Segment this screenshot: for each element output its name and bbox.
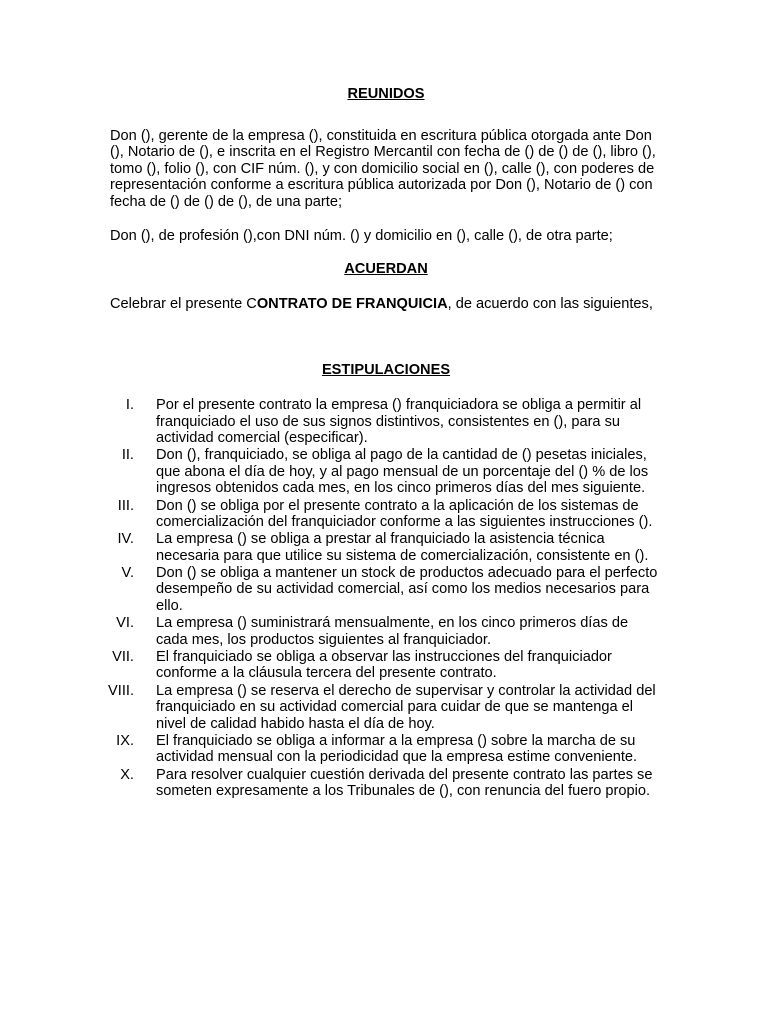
list-numeral: X. [120,766,134,783]
paragraph-second-party: Don (), de profesión (),con DNI núm. () y domicilio en (), calle (), de otra parte; [110,227,613,244]
celebrar-suffix: , de acuerdo con las siguientes, [447,295,653,312]
list-numeral: VII. [112,648,134,665]
list-numeral: VI. [116,615,134,632]
list-numeral: V. [121,564,134,581]
document-body [110,86,662,800]
list-item-text: La empresa () suministrará mensualmente, en los cinco primeros días de cada mes, los productos siguientes al franquiciador. [156,615,629,648]
list-item [110,683,662,733]
list-item [110,565,662,615]
list-item [110,498,662,531]
list-item-text: Por el presente contrato la empresa () franquiciadora se obliga a permitir al franquiciado el uso de sus signos distintivos, consistentes en (), para su actividad comercial (especificar). [156,396,642,447]
contract-title: ONTRATO DE FRANQUICIA [256,295,448,312]
paragraph-first-party: Don (), gerente de la empresa (), constituida en escritura pública otorgada ante Don (), Notario de (), e inscrita en el Registro Mercantil con fecha de () de () de (), libro (), tomo (), folio (), con CIF núm. (), y con domicilio social en (), calle (), con poderes de representación conforme a escritura pública autorizada por Don (), Notario de () con fecha de () de () de (), de una parte; [110,127,656,210]
list-numeral: III. [117,497,134,514]
list-item-text: La empresa () se obliga a prestar al franquiciado la asistencia técnica necesaria para que utilice su sistema de comercialización, consistente en (). [156,531,649,564]
celebrar-prefix: Celebrar el presente C [110,295,257,312]
list-numeral: VIII. [108,682,134,699]
list-item-text: El franquiciado se obliga a informar a la empresa () sobre la marcha de su actividad mensual con la periodicidad que la empresa estime conveniente. [156,732,638,766]
list-item-text: Para resolver cualquier cuestión derivada del presente contrato las partes se someten expresamente a los Tribunales de (), con renuncia del fuero propio. [156,766,653,800]
list-numeral: IX. [116,732,134,749]
list-item-text: Don () se obliga a mantener un stock de productos adecuado para el perfecto desempeño de su actividad comercial, así como los medios necesarios para ello. [156,564,658,615]
heading-reunidos: REUNIDOS [347,86,425,102]
stipulations-list [110,397,662,800]
list-item-text: El franquiciado se obliga a observar las instrucciones del franquiciador conforme a la cláusula tercera del presente contrato. [156,648,612,682]
list-item [110,397,662,447]
list-item [110,733,662,766]
paragraph-celebrar [110,296,662,313]
list-numeral: II. [121,447,134,464]
list-item [110,615,662,648]
heading-estipulaciones: ESTIPULACIONES [321,362,451,379]
list-item [110,531,662,564]
list-item [110,447,662,497]
list-numeral: I. [125,396,134,413]
list-numeral: IV. [117,531,134,548]
heading-acuerdan: ACUERDAN [344,261,428,278]
list-item-text: Don (), franquiciado, se obliga al pago de la cantidad de () pesetas iniciales, que abona el día de hoy, y al pago mensual de un porcentaje del () % de los ingresos obtenidos cada mes, en los cinco primeros días del mes siguiente. [156,447,649,497]
list-item [110,767,662,800]
list-item-text: Don () se obliga por el presente contrato a la aplicación de los sistemas de comercialización del franquiciador conforme a las siguientes instrucciones (). [156,497,653,531]
list-item-text: La empresa () se reserva el derecho de supervisar y controlar la actividad del franquiciado en su actividad comercial para cuidar de que se mantenga el nivel de calidad habido hasta el día de hoy. [156,682,656,732]
list-item [110,649,662,682]
